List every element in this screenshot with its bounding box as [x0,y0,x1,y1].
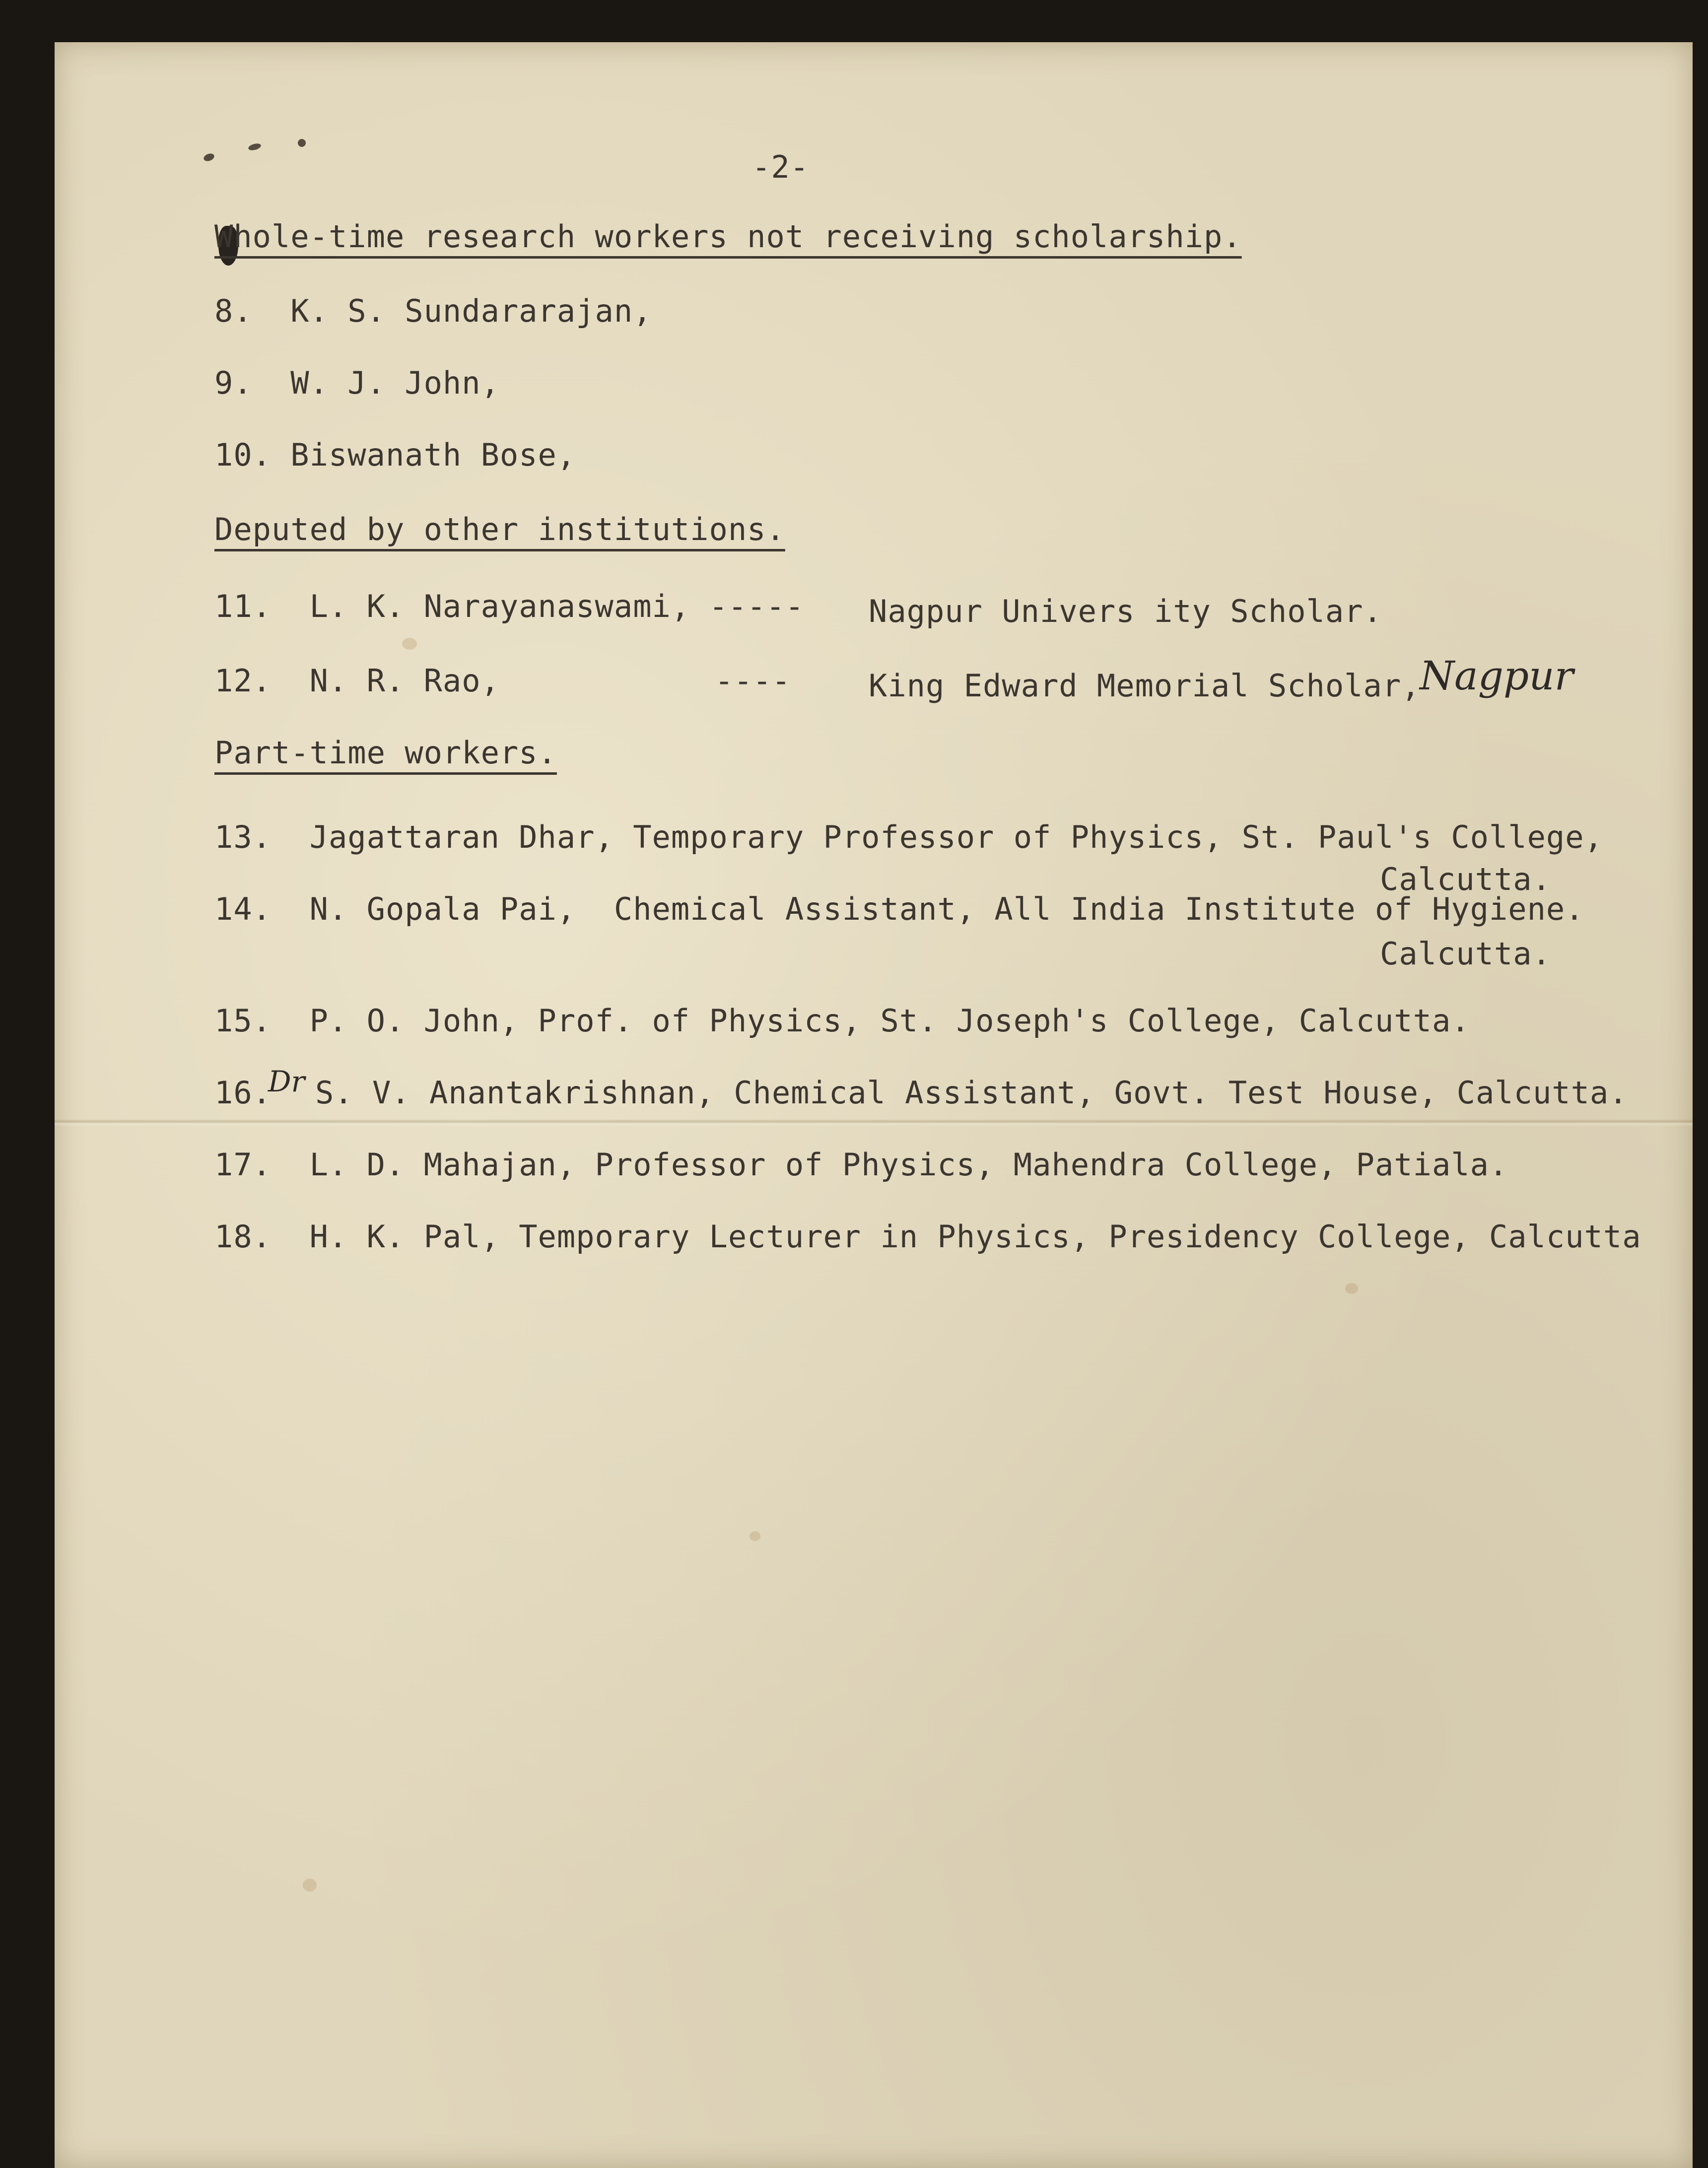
entry-18: 18. H. K. Pal, Temporary Lecturer in Physics, Presidency College, Calcutta [214,1219,1641,1255]
document-page [55,42,1693,2168]
entry-13: 13. Jagattaran Dhar, Temporary Professor of Physics, St. Paul's College, [214,819,1603,855]
entry-14: 14. N. Gopala Pai, Chemical Assistant, All India Institute of Hygiene. [214,891,1584,927]
handwritten-annotation-dr: Dr [268,1065,305,1098]
section-heading-deputed: Deputed by other institutions. [214,511,785,547]
entry-10: 10. Biswanath Bose, [214,437,576,473]
entry-16-rest: S. V. Anantakrishnan, Chemical Assistant, Govt. Test House, Calcutta. [315,1075,1628,1111]
foxing-spot [750,1531,760,1541]
paper-fold-crease [55,1119,1693,1126]
foxing-spot [303,1879,317,1892]
handwritten-annotation-nagpur: Nagpur [1420,653,1573,699]
ink-mark [298,139,306,147]
ink-mark [248,142,262,151]
entry-13-continuation: Calcutta. [1380,861,1551,897]
entry-16: 16. [214,1075,272,1111]
entry-17: 17. L. D. Mahajan, Professor of Physics, Mahendra College, Patiala. [214,1147,1508,1183]
ink-mark [203,152,215,163]
entry-15: 15. P. O. John, Prof. of Physics, St. Joseph's College, Calcutta. [214,1003,1470,1039]
foxing-spot [402,638,417,650]
entry-9: 9. W. J. John, [214,365,500,401]
entry-8: 8. K. S. Sundararajan, [214,293,652,329]
section-heading-part-time: Part-time workers. [214,735,557,771]
foxing-spot [1345,1283,1358,1294]
section-heading-whole-time: Whole-time research workers not receiving scholarship. [214,218,1242,255]
entry-12: 12. N. R. Rao, [214,663,500,699]
page-number: -2- [752,149,809,185]
entry-11: 11. L. K. Narayanaswami, ----- [214,588,805,624]
entry-12-dash: ---- [715,663,791,699]
entry-12-affiliation: King Edward Memorial Scholar, [869,668,1421,704]
entry-14-continuation: Calcutta. [1380,936,1551,972]
entry-11-affiliation: Nagpur Univers ity Scholar. [869,593,1382,629]
